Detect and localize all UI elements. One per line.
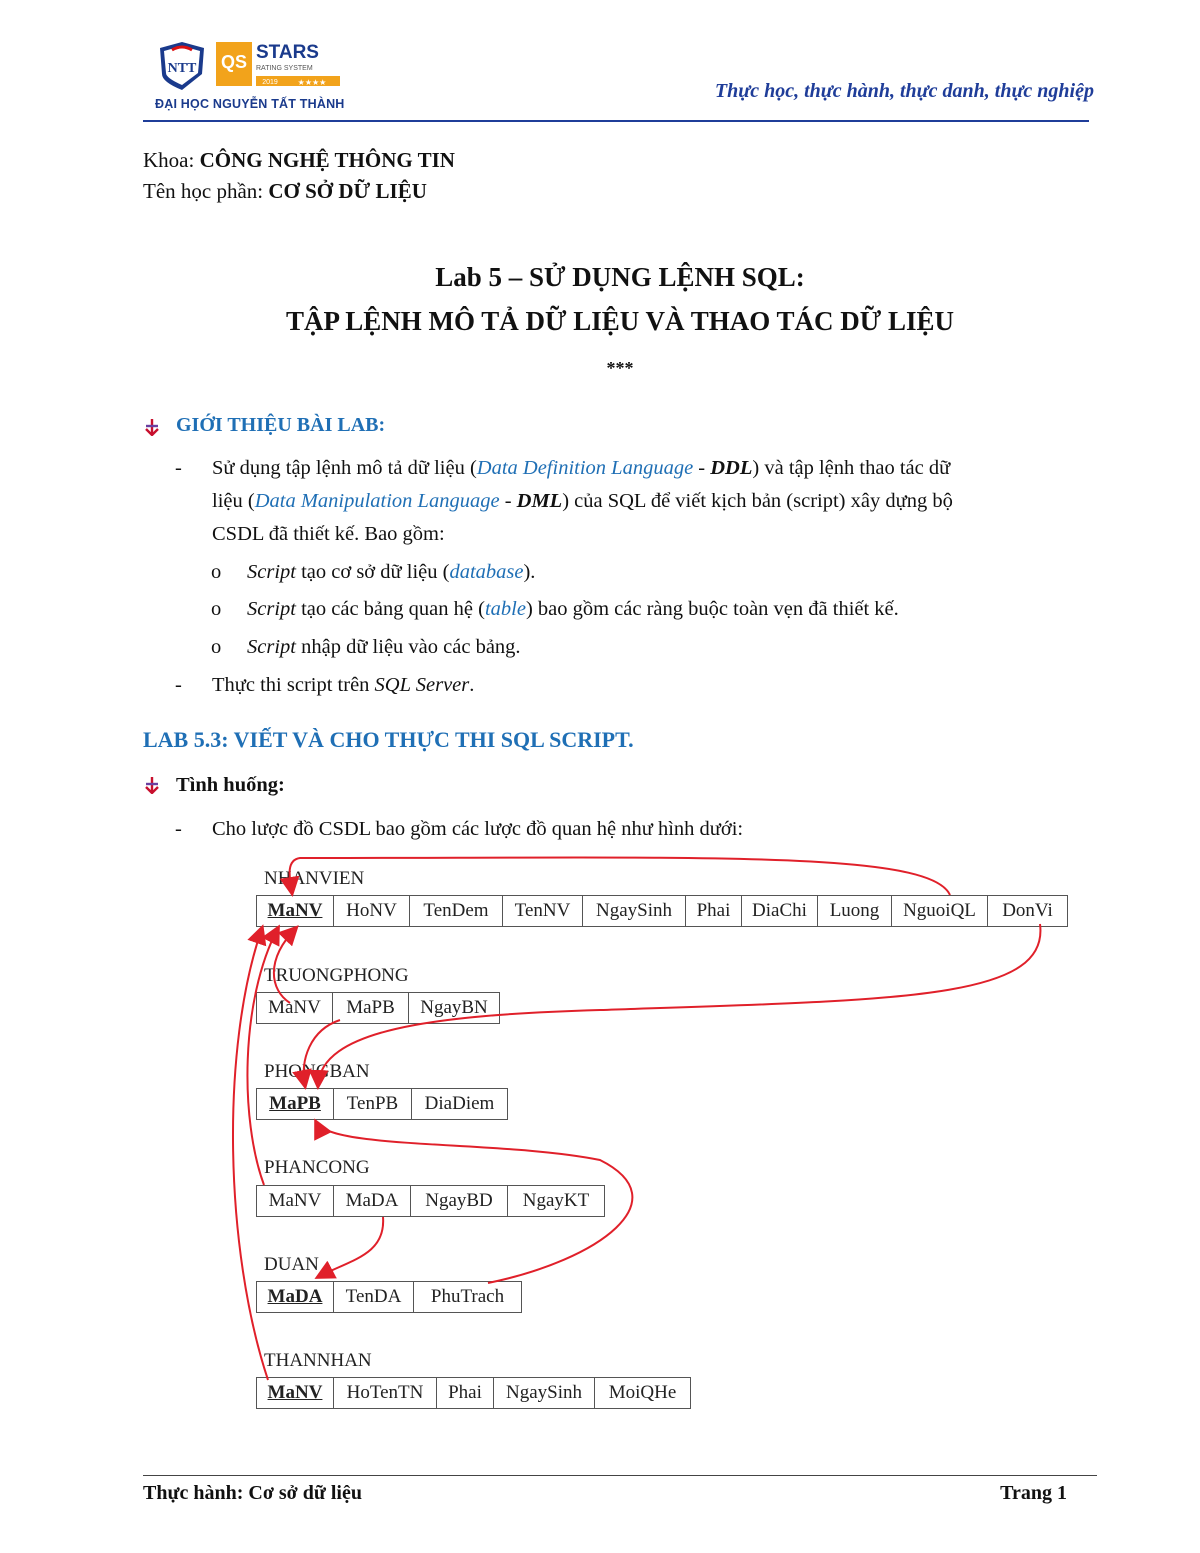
university-name: ĐẠI HỌC NGUYỄN TẤT THÀNH [155, 97, 345, 111]
table-thannhan [256, 1377, 691, 1409]
col-cell: MaNV [257, 993, 333, 1023]
page-title-line1: Lab 5 – SỬ DỤNG LỆNH SQL: [435, 262, 805, 292]
col-cell: Luong [818, 896, 892, 926]
situation-heading: Tình huống: [176, 774, 285, 796]
col-cell: NgayKT [522, 1190, 590, 1211]
university-shield-logo [158, 40, 206, 92]
col-cell: NgayBN [420, 997, 488, 1018]
intro-sub2: Script tạo các bảng quan hệ (table) bao gồm các ràng buộc toàn vẹn đã thiết kế. [247, 598, 899, 620]
page-number: Trang 1 [1000, 1482, 1067, 1504]
title-stars: *** [606, 358, 634, 378]
col-cell: MaPB [333, 993, 409, 1023]
faculty-line [143, 148, 455, 173]
intro-p2: Thực thi script trên SQL Server. [212, 674, 475, 696]
intro-p1-line3: CSDL đã thiết kế. Bao gồm: [212, 523, 445, 545]
col-cell: TenNV [503, 896, 583, 926]
intro-p1-line2: liệu (Data Manipulation Language - DML) của SQL để viết kịch bản (script) xây dựng bộ [212, 490, 953, 512]
intro-heading: GIỚI THIỆU BÀI LAB: [176, 414, 386, 436]
course-line [143, 179, 427, 204]
table-nhanvien [256, 895, 1068, 927]
svg-text:★★★★: ★★★★ [297, 78, 327, 87]
col-cell: NgaySinh [494, 1378, 595, 1408]
faculty-label: Khoa: [143, 148, 200, 172]
col-cell: TenDem [410, 896, 503, 926]
situation-desc: Cho lược đồ CSDL bao gồm các lược đồ quan hệ như hình dưới: [212, 818, 744, 840]
table-name-duan: DUAN [264, 1254, 319, 1275]
col-cell: HoNV [334, 896, 410, 926]
col-cell: NguoiQL [892, 896, 988, 926]
col-cell: NgayBD [411, 1186, 508, 1216]
col-cell: MaDA [257, 1282, 334, 1312]
intro-sub3: Script nhập dữ liệu vào các bảng. [247, 636, 521, 658]
col-cell: DiaDiem [424, 1093, 495, 1114]
course-value: CƠ SỞ DỮ LIỆU [268, 179, 427, 203]
intro-p1-line1: Sử dụng tập lệnh mô tả dữ liệu (Data Definition Language - DDL) và tập lệnh thao tác dữ [212, 457, 951, 479]
col-cell: DonVi [1002, 900, 1053, 921]
table-truongphong [256, 992, 500, 1024]
table-name-nhanvien: NHANVIEN [264, 868, 365, 889]
page-title-line2: TẬP LỆNH MÔ TẢ DỮ LIỆU VÀ THAO TÁC DỮ LIỆU [285, 306, 955, 336]
footer-course: Thực hành: Cơ sở dữ liệu [143, 1482, 362, 1504]
qs-text: QS [220, 52, 248, 72]
fk-arrow-phancong-mada [318, 1217, 383, 1277]
col-cell: PhuTrach [430, 1286, 505, 1307]
table-name-phancong: PHANCONG [264, 1157, 370, 1178]
qs-stars-logo [216, 40, 342, 94]
col-cell: MaNV [257, 896, 334, 926]
col-cell: DiaChi [742, 896, 818, 926]
col-cell: NgaySinh [583, 896, 686, 926]
course-label: Tên học phần: [143, 179, 269, 203]
table-phancong [256, 1185, 605, 1217]
arrow-bullet-icon [143, 776, 161, 794]
table-duan [256, 1281, 522, 1313]
intro-body: - Sử dụng tập lệnh mô tả dữ liệu (Data Definition Language - DDL) và tập lệnh thao tác dữ liệu (Data Manipulation Language - DML) của SQL để viết kịch bản (script) xây dựng bộ CSDL đã thiết kế. Bao gồm: o Script tạo cơ sở dữ liệu (database). o Script tạo các bảng quan hệ (table) bao gồm các ràng buộc toàn vẹn đã thiết kế. o Script nhập dữ liệu vào các bảng. [0, 452, 1200, 692]
col-cell: MaDA [334, 1186, 411, 1216]
arrow-bullet-icon [143, 418, 161, 436]
table-name-truongphong: TRUONGPHONG [264, 965, 409, 986]
intro-sub1: Script tạo cơ sở dữ liệu (database). [247, 561, 536, 583]
faculty-value: CÔNG NGHỆ THÔNG TIN [199, 148, 455, 172]
slogan: Thực học, thực hành, thực danh, thực nghiệp [714, 80, 1094, 102]
lab-heading: LAB 5.3: VIẾT VÀ CHO THỰC THI SQL SCRIPT. [143, 727, 634, 752]
header-divider [143, 120, 1089, 122]
col-cell: Phai [686, 896, 742, 926]
col-cell: MoiQHe [608, 1382, 677, 1403]
col-cell: HoTenTN [334, 1378, 437, 1408]
col-cell: MaNV [257, 1186, 334, 1216]
col-cell: Phai [437, 1378, 494, 1408]
col-cell: TenDA [334, 1282, 414, 1312]
col-cell: TenPB [334, 1089, 412, 1119]
logo-year: 2019 [262, 79, 278, 86]
col-cell: MaNV [257, 1378, 334, 1408]
svg-text:NTT: NTT [167, 61, 197, 76]
col-cell: MaPB [257, 1089, 334, 1119]
table-phongban [256, 1088, 508, 1120]
footer-divider [143, 1475, 1097, 1476]
stars-text: STARS [256, 42, 319, 63]
fk-arrow-nguoiql [290, 857, 950, 895]
table-name-phongban: PHONGBAN [264, 1061, 370, 1082]
table-name-thannhan: THANNHAN [264, 1350, 372, 1371]
rating-text: RATING SYSTEM [256, 65, 313, 72]
